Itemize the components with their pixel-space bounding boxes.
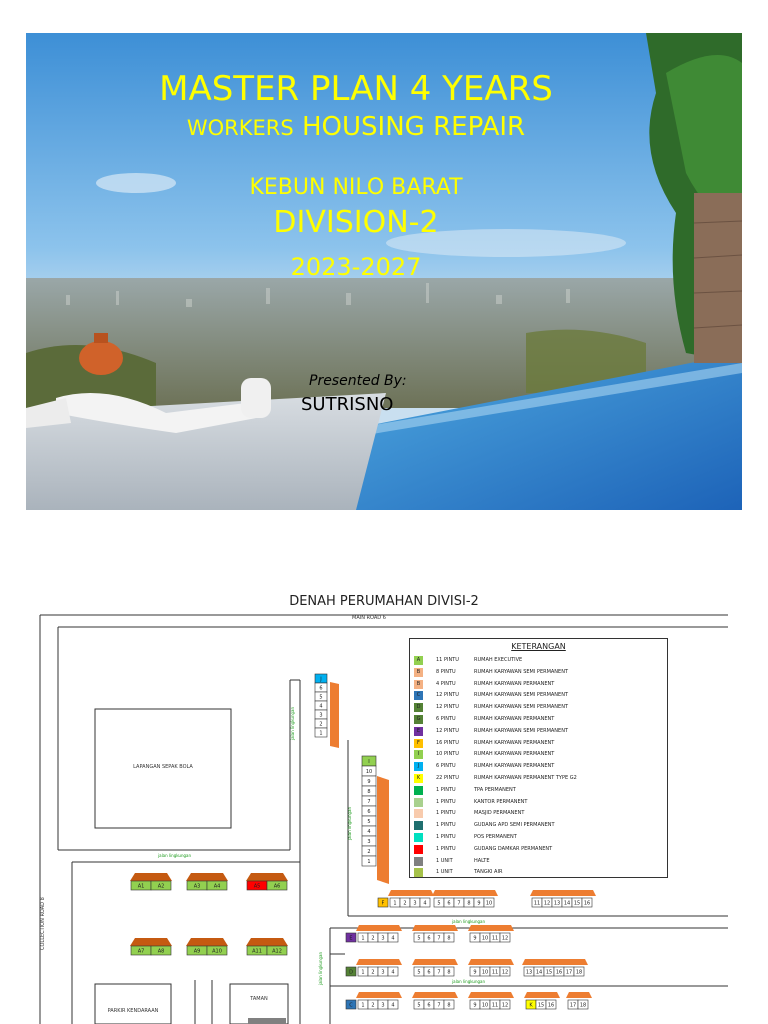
d-row-unit-label: 11 [491, 969, 499, 976]
legend-count: 12 PINTU [436, 692, 459, 699]
c-row-unit-label: 18 [579, 1002, 587, 1009]
road-label-5: jalan lingkungan [347, 806, 352, 840]
legend-count: 1 UNIT [436, 857, 453, 864]
c-row-unit-label: 10 [481, 1002, 489, 1009]
e-row-code-label: E [349, 935, 353, 942]
house-roof [246, 938, 288, 946]
legend-count: 6 PINTU [436, 716, 456, 722]
road-label-3: jalan lingkungan [452, 979, 486, 984]
c-row-unit-label: 4 [391, 1002, 395, 1009]
f-row-unit-label: 11 [533, 900, 541, 907]
f-row-roof [388, 890, 434, 896]
d-row-unit-label: 7 [437, 969, 441, 976]
d-row-roof [468, 959, 514, 965]
legend-count: 1 PINTU [436, 822, 456, 829]
c-row-unit-label: 9 [473, 1002, 477, 1009]
road-label-2: jalan lingkungan [452, 919, 486, 924]
d-row-unit-label: 5 [417, 969, 421, 976]
e-row-unit-label: 8 [447, 935, 451, 942]
legend-swatch [414, 786, 423, 795]
f-row-unit-label: 16 [583, 900, 591, 907]
legend-row [414, 867, 664, 878]
legend-row [414, 785, 664, 796]
legend-row [414, 773, 664, 784]
e-row-unit-label: 10 [481, 935, 489, 942]
legend-row [414, 856, 664, 867]
c-row-roof [356, 992, 402, 998]
legend-box [409, 638, 668, 878]
d-row-unit-label: 2 [371, 969, 375, 976]
slide-subtitle [26, 112, 686, 142]
legend-count: 8 PINTU [436, 668, 456, 675]
legend-description: TANGKI AIR [474, 869, 503, 876]
legend-swatch [414, 845, 423, 854]
d-row-unit-label: 17 [565, 969, 573, 976]
legend-swatch: G [414, 715, 423, 724]
e-row-unit-label: 6 [427, 935, 431, 942]
plan-period: 2023-2027 [290, 253, 422, 281]
e-row-unit-label: 12 [501, 935, 509, 942]
legend-count: 1 PINTU [436, 845, 456, 852]
j-unit-label: J [320, 676, 322, 683]
garden-label: TAMAN [250, 996, 268, 1002]
house-unit-label: A5 [253, 883, 261, 890]
d-row-unit-label: 15 [545, 969, 553, 976]
legend-swatch [414, 809, 423, 818]
legend-count: 1 PINTU [436, 786, 456, 793]
f-row-unit-label: 15 [573, 900, 581, 907]
plan-title: DENAH PERUMAHAN DIVISI-2 [289, 594, 479, 609]
legend-swatch: D [414, 703, 423, 712]
house-roof [186, 873, 228, 881]
legend-description: RUMAH KARYAWAN PERMANENT [474, 751, 555, 758]
legend-title: KETERANGAN [511, 642, 566, 651]
d-row-unit-label: 18 [575, 969, 583, 976]
road-label-1: jalan lingkungan [158, 853, 192, 858]
i-unit-label: 7 [367, 799, 371, 805]
slide-title: MASTER PLAN 4 YEARS [159, 69, 553, 109]
c-row-unit-label: 2 [371, 1002, 375, 1009]
legend-row [414, 761, 664, 772]
house-roof [130, 938, 172, 946]
house-unit-label: A3 [193, 883, 201, 890]
d-row-unit-label: 1 [361, 969, 365, 976]
f-row-unit-label: 10 [485, 900, 493, 907]
f-row-unit-label: 2 [403, 900, 407, 907]
house-unit-label: A11 [252, 948, 262, 955]
c-row-unit-label: 16 [547, 1002, 555, 1009]
f-row-unit-label: 14 [563, 900, 571, 907]
legend-swatch: E [414, 727, 423, 736]
c-row-unit-label: 8 [447, 1002, 451, 1009]
j-unit-label: 2 [319, 721, 323, 728]
j-unit-label: 4 [319, 703, 323, 710]
legend-count: 1 PINTU [436, 798, 456, 805]
legend-description: RUMAH EXECUTIVE [474, 657, 523, 663]
c-row-unit-label: 11 [491, 1002, 499, 1009]
e-row-roof [356, 925, 402, 931]
legend-row [414, 679, 664, 690]
house-unit-label: A12 [272, 948, 282, 955]
legend-row [414, 726, 664, 737]
d-row-unit-label: 13 [525, 969, 533, 976]
i-unit-label: 3 [367, 839, 371, 845]
legend-swatch: B [414, 680, 423, 689]
house-unit-label: A4 [213, 883, 221, 890]
legend-swatch: A [414, 656, 423, 665]
legend-swatch: C [414, 691, 423, 700]
legend-count: 11 PINTU [436, 657, 459, 663]
legend-count: 1 UNIT [436, 869, 453, 876]
e-row-unit-label: 5 [417, 935, 421, 942]
c-row-roof [524, 992, 560, 998]
legend-row [414, 667, 664, 678]
d-row-code-label: D [349, 969, 353, 976]
house-roof [130, 873, 172, 881]
legend-count: 6 PINTU [436, 763, 456, 770]
d-row-unit-label: 6 [427, 969, 431, 976]
legend-count: 10 PINTU [436, 751, 459, 758]
legend-description: KANTOR PERMANENT [474, 798, 528, 805]
legend-description: RUMAH KARYAWAN PERMANENT TYPE G2 [474, 775, 577, 781]
legend-row [414, 808, 664, 819]
site-plan [0, 580, 768, 1024]
legend-count: 16 PINTU [436, 739, 459, 746]
i-unit-label: I [368, 759, 370, 765]
f-row-unit-label: 8 [467, 900, 471, 907]
e-row-unit-label: 7 [437, 935, 441, 942]
j-roof [330, 682, 339, 748]
legend-description: POS PERMANENT [474, 834, 517, 840]
house-roof [186, 938, 228, 946]
f-row-code-label: F [381, 900, 385, 907]
f-row-unit-label: 6 [447, 900, 451, 907]
d-row-unit-label: 16 [555, 969, 563, 976]
presenter-name: SUTRISNO [301, 394, 394, 415]
collection-road-label: COLLECTION ROAD 8 [40, 897, 46, 950]
legend-swatch: K [414, 774, 423, 783]
i-unit-label: 10 [365, 769, 373, 775]
legend-row [414, 702, 664, 713]
legend-swatch: J [414, 762, 423, 771]
c-row-unit-label: 6 [427, 1002, 431, 1009]
legend-swatch: I [414, 750, 423, 759]
f-row-roof [432, 890, 498, 896]
legend-row [414, 820, 664, 831]
f-row-unit-label: 7 [457, 900, 461, 907]
j-unit-label: 6 [319, 685, 323, 692]
f-row-unit-label: 13 [553, 900, 561, 907]
j-unit-label: 1 [319, 730, 323, 737]
i-roof [377, 776, 389, 884]
e-row-unit-label: 9 [473, 935, 477, 942]
parking-label: PARKIR KENDARAAN [107, 1008, 159, 1014]
legend-description: GUDANG APD SEMI PERMANENT [474, 822, 555, 829]
legend-swatch: B [414, 668, 423, 677]
f-row-unit-label: 5 [437, 900, 441, 907]
legend-description: RUMAH KARYAWAN SEMI PERMANENT [474, 727, 569, 734]
house-unit-label: A7 [137, 948, 145, 955]
i-unit-label: 4 [367, 829, 371, 835]
road-label-6: jalan lingkungan [318, 951, 323, 985]
e-row-roof [468, 925, 514, 931]
legend-row [414, 844, 664, 855]
legend-description: RUMAH KARYAWAN PERMANENT [474, 739, 555, 746]
legend-row [414, 832, 664, 843]
legend-swatch [414, 868, 423, 877]
j-unit-label: 3 [319, 712, 323, 719]
f-row-unit-label: 9 [477, 900, 481, 907]
c-row-unit-label: 12 [501, 1002, 509, 1009]
c-row-unit-label: 1 [361, 1002, 365, 1009]
f-row-unit-label: 12 [543, 900, 551, 907]
j-unit-label: 5 [319, 694, 323, 701]
f-row-unit-label: 4 [423, 900, 427, 907]
f-row-roof [530, 890, 596, 896]
i-unit-label: 6 [367, 809, 371, 815]
house-unit-label: A2 [157, 883, 165, 890]
c-row-unit-label: 15 [537, 1002, 545, 1009]
e-row-unit-label: 3 [381, 935, 385, 942]
d-row-unit-label: 12 [501, 969, 509, 976]
d-row-roof [356, 959, 402, 965]
legend-description: TPA PERMANENT [474, 786, 516, 793]
estate-name: KEBUN NILO BARAT [249, 175, 463, 200]
i-unit-label: 8 [367, 789, 371, 795]
e-row-unit-label: 11 [491, 935, 499, 942]
c-row-unit-label: 17 [569, 1002, 577, 1009]
d-row-unit-label: 3 [381, 969, 385, 976]
house-unit-label: A6 [273, 883, 281, 890]
e-row-roof [412, 925, 458, 931]
i-unit-label: 5 [367, 819, 371, 825]
legend-count: 12 PINTU [436, 704, 459, 711]
d-row-roof [412, 959, 458, 965]
legend-count: 4 PINTU [436, 680, 456, 687]
f-row-unit-label: 3 [413, 900, 417, 907]
house-roof [246, 873, 288, 881]
d-row-unit-label: 4 [391, 969, 395, 976]
e-row-unit-label: 4 [391, 935, 395, 942]
title-slide [26, 33, 742, 510]
c-row-code-label: C [349, 1002, 353, 1009]
legend-row [414, 797, 664, 808]
legend-description: RUMAH KARYAWAN SEMI PERMANENT [474, 692, 569, 699]
legend-description: RUMAH KARYAWAN PERMANENT [474, 763, 555, 770]
subtitle-housing-repair: HOUSING REPAIR [293, 112, 526, 142]
i-unit-label: 9 [367, 779, 371, 785]
legend-row [414, 690, 664, 701]
legend-description: MASJID PERMANENT [474, 810, 525, 817]
d-row-unit-label: 8 [447, 969, 451, 976]
legend-swatch [414, 833, 423, 842]
main-road-label: MAIN ROAD 6 [352, 615, 386, 621]
legend-description: RUMAH KARYAWAN SEMI PERMANENT [474, 704, 569, 711]
d-row-roof [522, 959, 588, 965]
legend-row [414, 714, 664, 725]
legend-count: 22 PINTU [436, 775, 459, 781]
house-unit-label: A10 [212, 948, 222, 955]
legend-swatch: F [414, 739, 423, 748]
subtitle-workers: WORKERS [186, 116, 294, 140]
legend-row [414, 655, 664, 666]
legend-description: RUMAH KARYAWAN PERMANENT [474, 680, 555, 687]
legend-row [414, 749, 664, 760]
house-unit-label: A8 [157, 948, 165, 955]
c-row-unit-label: 3 [381, 1002, 385, 1009]
legend-count: 1 PINTU [436, 834, 456, 840]
legend-row [414, 738, 664, 749]
c-row-unit-label: 7 [437, 1002, 441, 1009]
c-row-roof [468, 992, 514, 998]
legend-count: 1 PINTU [436, 810, 456, 817]
division-name: DIVISION-2 [273, 205, 439, 240]
legend-description: RUMAH KARYAWAN SEMI PERMANENT [474, 668, 569, 675]
d-row-unit-label: 9 [473, 969, 477, 976]
legend-swatch [414, 821, 423, 830]
c-row-roof [412, 992, 458, 998]
legend-description: GUDANG DAMKAR PERMANENT [474, 845, 553, 852]
football-field-label: LAPANGAN SEPAK BOLA [133, 764, 193, 770]
c-row-unit-label: K [529, 1002, 533, 1009]
legend-swatch [414, 857, 423, 866]
legend-description: HALTE [474, 857, 490, 864]
legend-count: 12 PINTU [436, 727, 459, 734]
e-row-unit-label: 2 [371, 935, 375, 942]
legend-swatch [414, 798, 423, 807]
e-row-unit-label: 1 [361, 935, 365, 942]
presented-by-label: Presented By: [309, 373, 407, 389]
i-unit-label: 1 [367, 859, 371, 865]
f-row-unit-label: 1 [393, 900, 397, 907]
i-unit-label: 2 [367, 849, 371, 855]
c-row-unit-label: 5 [417, 1002, 421, 1009]
house-unit-label: A1 [137, 883, 145, 890]
road-label-4: jalan lingkungan [290, 706, 295, 740]
d-row-unit-label: 14 [535, 969, 543, 976]
d-row-unit-label: 10 [481, 969, 489, 976]
house-unit-label: A9 [193, 948, 201, 955]
legend-description: RUMAH KARYAWAN PERMANENT [474, 716, 555, 722]
c-row-roof [566, 992, 592, 998]
